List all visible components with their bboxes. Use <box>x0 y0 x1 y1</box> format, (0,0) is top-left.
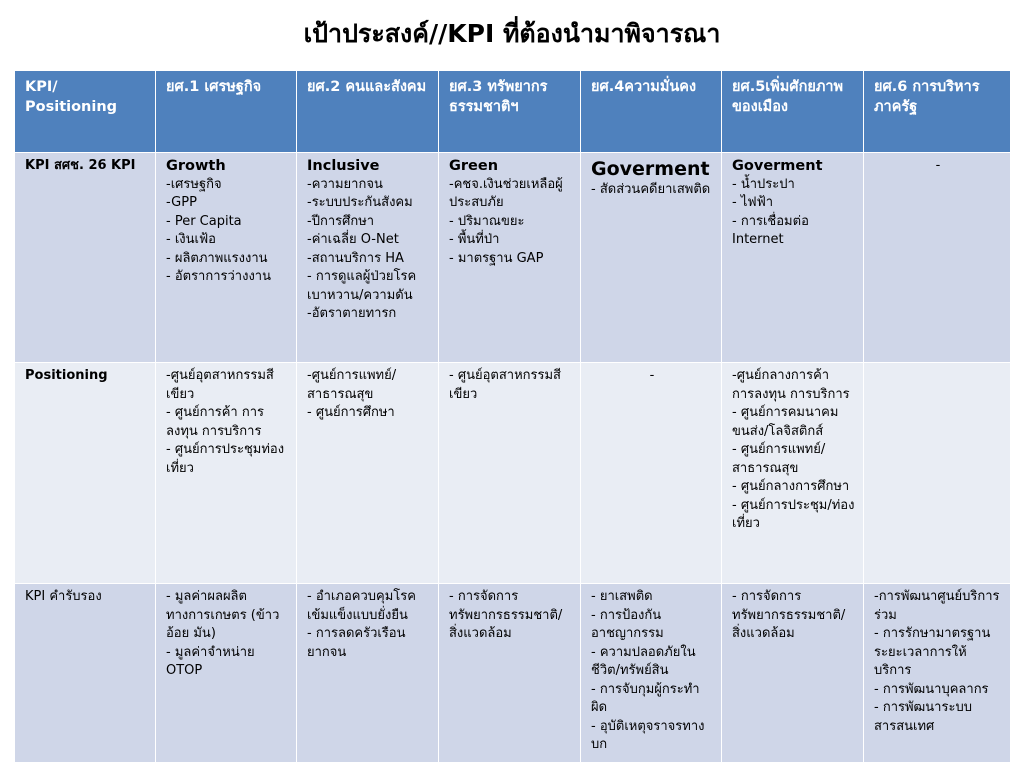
cell-line: - พื้นที่ป่า <box>449 232 500 247</box>
cell-line: -อัตราตายทารก <box>307 306 397 321</box>
cell-line: - ปริมาณขยะ <box>449 213 525 229</box>
cell-line: - เงินเฟ้อ <box>166 232 216 247</box>
cell-line: - ความปลอดภัยในชีวิต/ทรัพย์สิน <box>591 644 696 678</box>
header-strategy-5: ยศ.5เพิ่มศักยภาพของเมือง <box>722 71 864 153</box>
cell-line: - การพัฒนาระบบสารสนเทศ <box>874 700 972 734</box>
cell-line: - ผลิตภาพแรงงาน <box>166 250 268 266</box>
table-row-kpi-commitment <box>15 584 1011 763</box>
cell-line: - ยาเสพติด <box>591 589 653 604</box>
cell-heading: Inclusive <box>307 158 380 174</box>
header-strategy-4: ยศ.4ความมั่นคง <box>581 71 722 153</box>
table-cell: - <box>864 153 1011 363</box>
table-row-positioning <box>15 363 1011 584</box>
cell-heading: Goverment <box>732 158 823 174</box>
table-cell <box>581 584 722 763</box>
cell-line: - การจับกุมผู้กระทำผิด <box>591 681 700 715</box>
table-cell <box>156 363 297 584</box>
cell-line: - ศูนย์การประชุมท่องเที่ยว <box>166 442 285 476</box>
table-cell <box>722 153 864 363</box>
table-cell <box>439 153 581 363</box>
table-cell <box>722 584 864 763</box>
cell-line: -ค่าเฉลี่ย O-Net <box>307 232 399 247</box>
table-cell <box>722 363 864 584</box>
table-cell <box>297 153 439 363</box>
cell-line: - การเชื่อมต่อ Internet <box>732 213 809 247</box>
header-strategy-6: ยศ.6 การบริหารภาครัฐ <box>864 71 1011 153</box>
cell-line: - มาตรฐาน GAP <box>449 250 544 266</box>
table-cell <box>439 584 581 763</box>
cell-line: - การลดครัวเรือนยากจน <box>307 626 406 660</box>
cell-line: - Per Capita <box>166 213 242 229</box>
cell-line: -ปีการศึกษา <box>307 213 375 229</box>
cell-line: - อัตราการว่างงาน <box>166 269 271 284</box>
cell-line: - ศูนย์การประชุม/ท่องเที่ยว <box>732 497 855 531</box>
cell-line: - การดูแลผู้ป่วยโรคเบาหวาน/ความดัน <box>307 269 417 303</box>
header-strategy-3: ยศ.3 ทรัพยากรธรรมชาติฯ <box>439 71 581 153</box>
cell-line: -ศูนย์อุตสาหกรรมสีเขียว <box>166 368 274 402</box>
cell-line: - ศูนย์การค้า การลงทุน การบริการ <box>166 405 265 439</box>
cell-line: - มูลค่าจำหน่าย OTOP <box>166 644 255 678</box>
cell-line: - อุบัติเหตุจราจรทางบก <box>591 718 705 752</box>
table-cell <box>439 363 581 584</box>
cell-heading: Goverment <box>591 158 710 180</box>
table-header-row <box>15 71 1011 153</box>
cell-line: - ไฟฟ้า <box>732 195 774 210</box>
table-cell <box>581 153 722 363</box>
cell-line: -ความยากจน <box>307 176 383 192</box>
table-cell <box>156 584 297 763</box>
table-cell <box>297 584 439 763</box>
header-strategy-2: ยศ.2 คนและสังคม <box>297 71 439 153</box>
cell-line: -เศรษฐกิจ <box>166 176 222 192</box>
cell-line: -ศูนย์การแพทย์/สาธารณสุข <box>307 368 397 402</box>
cell-line: - การพัฒนาบุคลากร <box>874 681 989 697</box>
cell-line: - ศูนย์การแพทย์/สาธารณสุข <box>732 442 826 476</box>
cell-line: -GPP <box>166 195 197 210</box>
cell-line: -คชจ.เงินช่วยเหลือผู้ประสบภัย <box>449 176 563 210</box>
cell-line: -ศูนย์กลางการค้า การลงทุน การบริการ <box>732 368 850 402</box>
table-cell <box>156 153 297 363</box>
row-label: KPI คำรับรอง <box>15 584 156 763</box>
header-strategy-1: ยศ.1 เศรษฐกิจ <box>156 71 297 153</box>
kpi-table <box>14 70 1011 763</box>
cell-line: -สถานบริการ HA <box>307 250 404 266</box>
cell-line: -ระบบประกันสังคม <box>307 195 413 210</box>
row-label: Positioning <box>15 363 156 584</box>
cell-line: - การรักษามาตรฐานระยะเวลาการให้บริการ <box>874 626 991 678</box>
cell-line: - น้ำประปา <box>732 176 795 192</box>
cell-line: -การพัฒนาศูนย์บริการร่วม <box>874 589 1000 623</box>
cell-heading: Growth <box>166 158 226 174</box>
table-cell <box>297 363 439 584</box>
cell-line: - สัดส่วนคดียาเสพติด <box>591 182 711 197</box>
table-cell <box>864 584 1011 763</box>
cell-line: - การจัดการทรัพยากรธรรมชาติ/สิ่งแวดล้อม <box>732 589 846 641</box>
cell-line: - การป้องกันอาชญากรรม <box>591 607 664 641</box>
cell-line: - ศูนย์การศึกษา <box>307 405 395 420</box>
row-label: KPI สศช. 26 KPI <box>15 153 156 363</box>
table-cell <box>864 363 1011 584</box>
cell-line: - อำเภอควบคุมโรคเข้มแข็งแบบยั่งยืน <box>307 589 416 623</box>
cell-line: - ศูนย์การคมนาคมขนส่ง/โลจิสติกส์ <box>732 405 839 439</box>
cell-heading: Green <box>449 158 499 174</box>
table-cell: - <box>581 363 722 584</box>
table-row-kpi-nesdb <box>15 153 1011 363</box>
cell-line: - มูลค่าผลผลิตทางการเกษตร (ข้าว อ้อย มัน) <box>166 589 280 641</box>
cell-line: - ศูนย์กลางการศึกษา <box>732 479 850 494</box>
cell-line: - ศูนย์อุตสาหกรรมสีเขียว <box>449 368 561 402</box>
page-title: เป้าประสงค์//KPI ที่ต้องนำมาพิจารณา <box>303 19 721 48</box>
cell-line: - การจัดการทรัพยากรธรรมชาติ/สิ่งแวดล้อม <box>449 589 563 641</box>
header-kpi-positioning: KPI/ Positioning <box>15 71 156 153</box>
